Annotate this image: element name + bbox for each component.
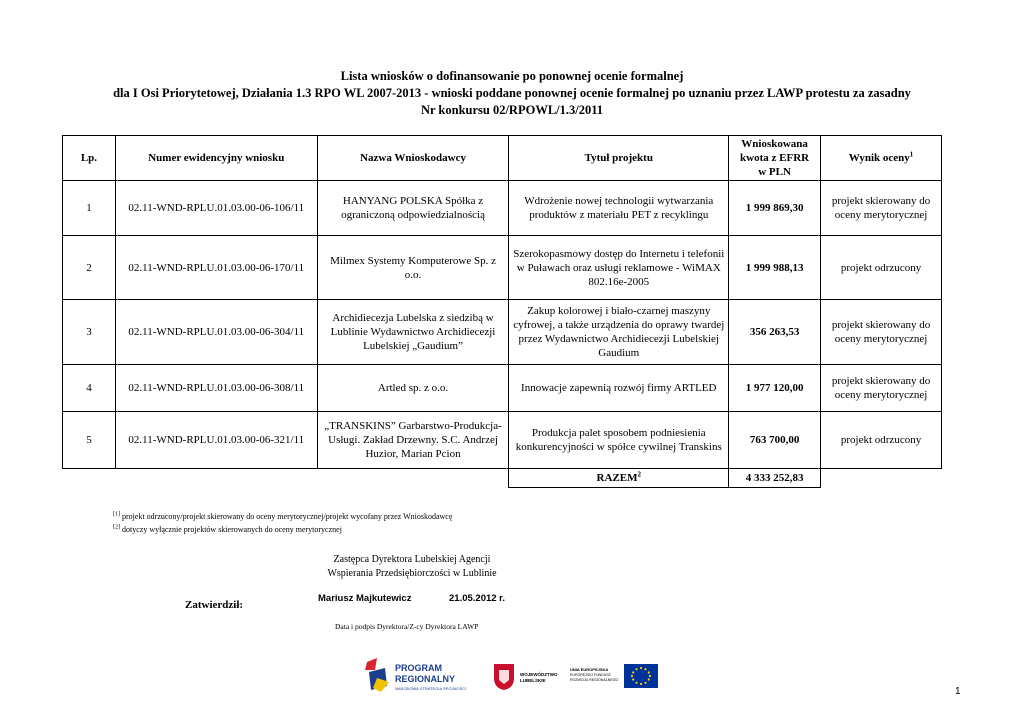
- cell-number: 02.11-WND-RPLU.01.03.00-06-304/11: [115, 300, 317, 365]
- col-header-amount: [729, 136, 821, 181]
- approved-label: Zatwierdził:: [185, 599, 244, 611]
- total-value: 4 333 252,83: [729, 469, 821, 488]
- lubelskie-logo: [490, 660, 560, 692]
- eu-line-3: ROZWOJU REGIONALNEGO: [570, 678, 619, 682]
- cell-number: 02.11-WND-RPLU.01.03.00-06-321/11: [115, 412, 317, 469]
- footnote-2-mark: [2]: [113, 524, 120, 531]
- cell-amount: 1 999 988,13: [729, 236, 821, 300]
- cell-title: Zakup kolorowej i biało-czarnej maszyny cyfrowej, a także urządzenia do oprawy twardej przez Wydawnictwo Archidiecezji Lubelskiej Gaudium: [509, 300, 729, 365]
- cell-amount: 763 700,00: [729, 412, 821, 469]
- table-row: [63, 236, 942, 300]
- program-line-2: REGIONALNY: [395, 674, 456, 684]
- cell-lp: 1: [63, 181, 116, 236]
- applications-table: [62, 135, 942, 488]
- cell-title: Produkcja palet sposobem podniesienia konkurencyjności w spółce cywilnej Transkins: [509, 412, 729, 469]
- cell-title: Szerokopasmowy dostęp do Internetu i telefonii w Puławach oraz usługi reklamowe - WiMAX 802.16e-2005: [509, 236, 729, 300]
- cell-number: 02.11-WND-RPLU.01.03.00-06-170/11: [115, 236, 317, 300]
- signatory-agency: [312, 553, 512, 581]
- eu-logo: [568, 662, 660, 692]
- logo-star-red: [365, 658, 377, 670]
- cell-result: projekt skierowany do oceny merytorycznej: [821, 181, 942, 236]
- col-header-applicant: Nazwa Wnioskodawcy: [317, 136, 509, 181]
- eu-line-2: EUROPEJSKI FUNDUSZ: [570, 673, 611, 677]
- cell-result: projekt odrzucony: [821, 412, 942, 469]
- cell-number: 02.11-WND-RPLU.01.03.00-06-308/11: [115, 365, 317, 412]
- agency-line-1: Zastępca Dyrektora Lubelskiej Agencji: [333, 554, 491, 565]
- cell-amount: 1 999 869,30: [729, 181, 821, 236]
- table-row: [63, 412, 942, 469]
- table-row: [63, 181, 942, 236]
- footnote-2: [113, 525, 342, 535]
- col-header-number: Numer ewidencyjny wniosku: [115, 136, 317, 181]
- total-label-cell: [509, 469, 729, 488]
- title-line-3: Nr konkursu 02/RPOWL/1.3/2011: [420, 103, 604, 117]
- amount-header-line-2: kwota z EFRR: [740, 152, 810, 164]
- cell-applicant: Artled sp. z o.o.: [317, 365, 509, 412]
- col-header-title: Tytuł projektu: [509, 136, 729, 181]
- cell-lp: 2: [63, 236, 116, 300]
- cell-result: projekt skierowany do oceny merytorycznej: [821, 300, 942, 365]
- result-footnote-mark: 1: [909, 150, 914, 159]
- program-line-3: NARODOWA STRATEGIA SPÓJNOŚCI: [395, 686, 467, 691]
- cell-applicant: HANYANG POLSKA Spółka z ograniczoną odpowiedzialnością: [317, 181, 509, 236]
- total-footnote-mark: 2: [637, 470, 641, 479]
- cell-amount: 356 263,53: [729, 300, 821, 365]
- cell-title: Wdrożenie nowej technologii wytwarzania produktów z materiału PET z recyklingu: [509, 181, 729, 236]
- total-row: [63, 469, 942, 488]
- document-title: [0, 68, 1024, 119]
- title-line-2: dla I Osi Priorytetowej, Działania 1.3 RPO WL 2007-2013 - wnioski poddane ponownej ocenie formalnej po uznaniu przez LAWP protestu za zasadny: [113, 86, 911, 100]
- signature-note: Data i podpis Dyrektora/Z-cy Dyrektora LAWP: [335, 622, 479, 631]
- cell-result: projekt skierowany do oceny merytorycznej: [821, 365, 942, 412]
- cell-number: 02.11-WND-RPLU.01.03.00-06-106/11: [115, 181, 317, 236]
- total-label: RAZEM: [596, 472, 638, 484]
- signer-name: Mariusz Majkutewicz: [318, 593, 412, 604]
- signature-date: 21.05.2012 r.: [449, 593, 505, 604]
- table-row: [63, 365, 942, 412]
- cell-applicant: „TRANSKINS” Garbarstwo-Produkcja-Usługi. Zakład Drzewny. S.C. Andrzej Huzior, Marian Pcion: [317, 412, 509, 469]
- cell-applicant: Milmex Systemy Komputerowe Sp. z o.o.: [317, 236, 509, 300]
- voivodeship-line-2: LUBELSKIE: [520, 678, 546, 683]
- col-header-result: [821, 136, 942, 181]
- cell-lp: 4: [63, 365, 116, 412]
- cell-result: projekt odrzucony: [821, 236, 942, 300]
- cell-lp: 5: [63, 412, 116, 469]
- program-line-1: PROGRAM: [395, 663, 442, 673]
- cell-lp: 3: [63, 300, 116, 365]
- amount-header-line-3: w PLN: [758, 166, 791, 178]
- table-header-row: [63, 136, 942, 181]
- page-number: 1: [955, 686, 961, 697]
- footnote-1-mark: [1]: [113, 511, 120, 518]
- cell-title: Innowacje zapewnią rozwój firmy ARTLED: [509, 365, 729, 412]
- title-line-1: Lista wniosków o dofinansowanie po ponownej ocenie formalnej: [340, 69, 684, 83]
- eu-line-1: UNIA EUROPEJSKA: [570, 667, 609, 672]
- table-row: [63, 300, 942, 365]
- footnote-1-text: projekt odrzucony/projekt skierowany do oceny merytorycznej/projekt wycofany przez Wnioskodawcę: [120, 512, 453, 521]
- program-regionalny-logo: [363, 656, 483, 696]
- cell-applicant: Archidiecezja Lubelska z siedzibą w Lublinie Wydawnictwo Archidiecezji Lubelskiej „Gaudium”: [317, 300, 509, 365]
- amount-header-line-1: Wnioskowana: [741, 138, 808, 150]
- voivodeship-line-1: WOJEWÓDZTWO: [520, 672, 558, 677]
- footnote-1: [113, 512, 452, 522]
- result-header-label: Wynik oceny: [848, 152, 910, 164]
- agency-line-2: Wspierania Przedsiębiorczości w Lublinie: [327, 568, 497, 579]
- footnote-2-text: dotyczy wyłącznie projektów skierowanych do oceny merytorycznej: [120, 525, 342, 534]
- cell-amount: 1 977 120,00: [729, 365, 821, 412]
- col-header-lp: Lp.: [63, 136, 116, 181]
